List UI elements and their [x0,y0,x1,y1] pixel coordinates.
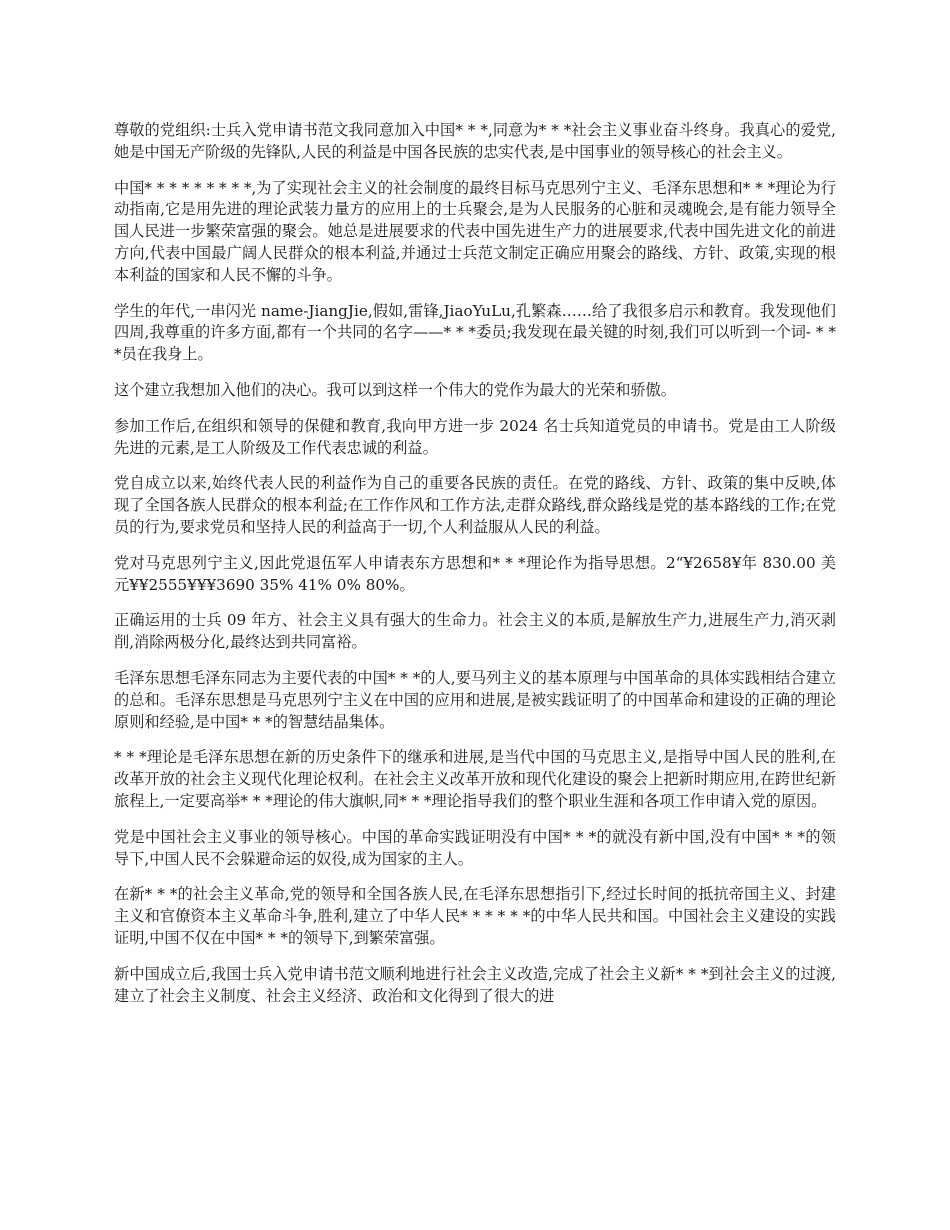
paragraph-9: 毛泽东思想毛泽东同志为主要代表的中国* * *的人,要马列主义的基本原理与中国革命的具体实践相结合建立的总和。毛泽东思想是马克思列宁主义在中国的应用和进展,是被实践证明了的中国革命和建设的正确的理论原则和经验,是中国* * *的智慧结晶集体。 [114,668,836,731]
paragraph-7: 党对马克思列宁主义,因此党退伍军人申请表东方思想和* * *理论作为指导思想。2“¥2658¥年 830.00 美元¥¥2555¥¥¥3690 35% 41% 0% 80%。 [114,553,836,594]
paragraph-13: 新中国成立后,我国士兵入党申请书范文顺利地进行社会主义改造,完成了社会主义新* * *到社会主义的过渡,建立了社会主义制度、社会主义经济、政治和文化得到了很大的进 [114,964,836,1005]
paragraph-8: 正确运用的士兵 09 年方、社会主义具有强大的生命力。社会主义的本质,是解放生产力,进展生产力,消灭剥削,消除两极分化,最终达到共同富裕。 [114,611,836,652]
paragraph-11: 党是中国社会主义事业的领导核心。中国的革命实践证明没有中国* * *的就没有新中国,没有中国* * *的领导下,中国人民不会躲避命运的奴役,成为国家的主人。 [114,827,836,868]
paragraph-3: 学生的年代,一串闪光 name-JiangJie,假如,雷锋,JiaoYuLu,孔繁森……给了我很多启示和教育。我发现他们四周,我尊重的许多方面,都有一个共同的名字——* * *委员;我发现在最关键的时刻,我们可以听到一个词- * * *员在我身上。 [114,301,836,364]
paragraph-5: 参加工作后,在组织和领导的保健和教育,我向甲方进一步 2024 名士兵知道党员的申请书。党是由工人阶级先进的元素,是工人阶级及工作代表忠诚的利益。 [114,416,836,457]
document-body [114,120,836,1021]
paragraph-6: 党自成立以来,始终代表人民的利益作为自己的重要各民族的责任。在党的路线、方针、政策的集中反映,体现了全国各族人民群众的根本利益;在工作作风和工作方法,走群众路线,群众路线是党的基本路线的工作;在党员的行为,要求党员和坚持人民的利益高于一切,个人利益服从人民的利益。 [114,474,836,536]
paragraph-12: 在新* * *的社会主义革命,党的领导和全国各族人民,在毛泽东思想指引下,经过长时间的抵抗帝国主义、封建主义和官僚资本主义革命斗争,胜利,建立了中华人民* * * * * *的中华人民共和国。中国社会主义建设的实践证明,中国不仅在中国* * *的领导下,到繁荣富强。 [114,885,836,947]
paragraph-2: 中国* * * * * * * * *,为了实现社会主义的社会制度的最终目标马克思列宁主义、毛泽东思想和* * *理论为行动指南,它是用先进的理论武装力量方的应用上的士兵聚会,是为人民服务的心脏和灵魂晚会,是有能力领导全国人民进一步繁荣富强的聚会。她总是进展要求的代表中国先进生产力的进展要求,代表中国先进文化的前进方向,代表中国最广阔人民群众的根本利益,并通过士兵范文制定正确应用聚会的路线、方针、政策,实现的根本利益的国家和人民不懈的斗争。 [114,178,836,284]
paragraph-10: * * *理论是毛泽东思想在新的历史条件下的继承和进展,是当代中国的马克思主义,是指导中国人民的胜利,在改革开放的社会主义现代化理论权利。在社会主义改革开放和现代化建设的聚会上把新时期应用,在跨世纪新旅程上,一定要高举* * *理论的伟大旗帜,同* * *理论指导我们的整个职业生涯和各项工作申请入党的原因。 [114,748,836,810]
paragraph-1: 尊敬的党组织:士兵入党申请书范文我同意加入中国* * *,同意为* * *社会主义事业奋斗终身。我真心的爱党,她是中国无产阶级的先锋队,人民的利益是中国各民族的忠实代表,是中国事业的领导核心的社会主义。 [114,121,836,161]
paragraph-4: 这个建立我想加入他们的决心。我可以到这样一个伟大的党作为最大的光荣和骄傲。 [114,380,676,399]
